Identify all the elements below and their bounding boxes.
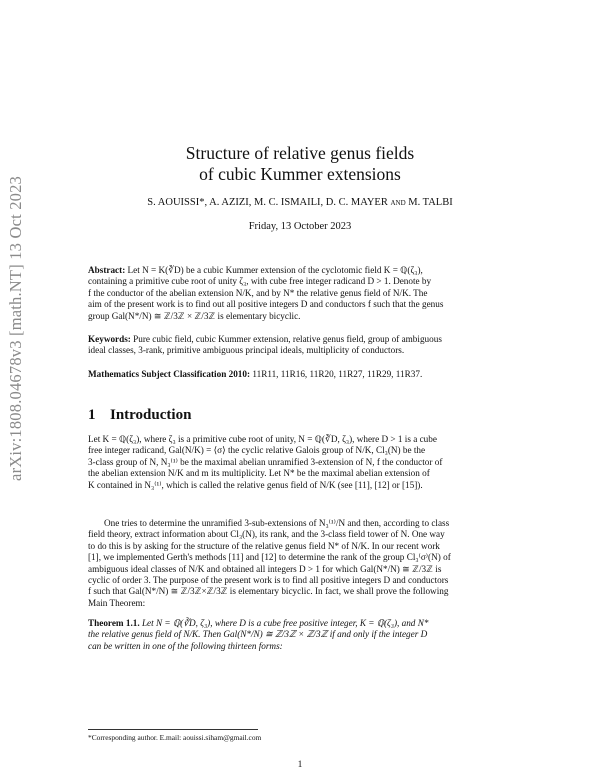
- intro-line: cyclic of order 3. The purpose of the present work is to find all positive integers D and conductors: [88, 575, 449, 586]
- theorem-line: can be written in one of the following thirteen forms:: [88, 640, 283, 651]
- intro-paragraph-1: [88, 434, 512, 491]
- abstract-label: Abstract:: [88, 265, 126, 275]
- abstract-line: group Gal(N*/N) ≅ ℤ/3ℤ × ℤ/3ℤ is elementary bicyclic.: [88, 310, 301, 321]
- msc-label: Mathematics Subject Classification 2010:: [88, 369, 251, 379]
- paper-title-line2: of cubic Kummer extensions: [199, 164, 401, 184]
- intro-line: [1], we implemented Gerth's methods [11] and [12] to determine the rank of the group Cl₃⁽σ⁾(N) of: [88, 552, 451, 563]
- intro-line: the abelian extension N/K and m its multiplicity. Let N* be the maximal abelian extension of: [88, 468, 430, 479]
- main-theorem: [88, 618, 512, 652]
- abstract-line: f the conductor of the abelian extension N/K, and by N* the relative genus field of N/K. The: [88, 287, 428, 298]
- intro-line: free integer radicand, Gal(N/K) = ⟨σ⟩ the cyclic relative Galois group of N/K, Cl₃(N) be the: [88, 445, 426, 456]
- keywords-line: Pure cubic field, cubic Kummer extension, relative genus field, group of ambiguous: [133, 334, 442, 344]
- abstract-line: Let N = K(∛D) be a cubic Kummer extension of the cyclotomic field K = ℚ(ζ₃),: [127, 265, 423, 275]
- keywords-line: ideal classes, 3-rank, primitive ambiguous principal ideals, multiplicity of conductors.: [88, 345, 405, 356]
- theorem-line: Let N = ℚ(∛D, ζ₃), where D is a cube free positive integer, K = ℚ(ζ₃), and N*: [141, 618, 429, 628]
- intro-line: Let K = ℚ(ζ₃), where ζ₃ is a primitive cube root of unity, N = ℚ(∛D, ζ₃), where D > 1 is a cube: [88, 434, 437, 444]
- keywords-label: Keywords:: [88, 334, 131, 344]
- arxiv-identifier: arXiv:1808.04678v3 [math.NT] 13 Oct 2023: [6, 176, 25, 481]
- author-list: S. AOUISSI*, A. AZIZI, M. C. ISMAILI, D. C. MAYER and M. TALBI: [147, 197, 453, 208]
- footnote-rule: [88, 729, 258, 730]
- intro-line: One tries to determine the unramified 3-sub-extensions of N₃⁽¹⁾/N and then, according to class: [104, 518, 450, 528]
- msc-classification: [88, 369, 512, 380]
- page-number: 1: [297, 760, 303, 770]
- footnote: *Corresponding author. E.mail: aouissi.siham@gmail.com: [88, 733, 262, 742]
- abstract-line: containing a primitive cube root of unity ζ₃, with cube free integer radicand D > 1. Denote by: [88, 276, 432, 287]
- keywords: [88, 334, 512, 357]
- intro-line: to do this is by asking for the structure of the relative genus field N* of N/K. In our recent work: [88, 540, 440, 551]
- section-title: Introduction: [110, 407, 192, 423]
- intro-line: ambiguous ideal classes of N/K and obtained all integers D > 1 for which Gal(N*/N) ≅ ℤ/3ℤ is: [88, 563, 442, 574]
- section-heading: [88, 407, 191, 424]
- intro-paragraph-2: [88, 518, 512, 609]
- theorem-line: the relative genus field of N/K. Then Gal(N*/N) ≅ ℤ/3ℤ × ℤ/3ℤ if and only if the integer D: [88, 629, 428, 640]
- intro-line: field theory, extract information about Cl₃(N), its rank, and the 3-class field tower of N. One way: [88, 529, 445, 540]
- paper-date: Friday, 13 October 2023: [248, 221, 352, 232]
- abstract: [88, 265, 512, 322]
- intro-line: f such that Gal(N*/N) ≅ ℤ/3ℤ×ℤ/3ℤ is elementary bicyclic. In fact, we shall prove the following: [88, 586, 449, 597]
- intro-line: K contained in N₃⁽¹⁾, which is called the relative genus field of N/K (see [11], [12] or [15]).: [88, 479, 423, 490]
- abstract-line: aim of the present work is to find out all positive integers D and conductors f such that the genus: [88, 299, 444, 310]
- section-number: 1: [88, 407, 96, 423]
- paper-title-line1: Structure of relative genus fields: [185, 143, 415, 163]
- intro-line: Main Theorem:: [88, 597, 146, 608]
- msc-codes: 11R11, 11R16, 11R20, 11R27, 11R29, 11R37.: [252, 369, 423, 379]
- intro-line: 3-class group of N, N₃⁽¹⁾ be the maximal abelian unramified 3-extension of N, f the conductor of: [88, 456, 443, 467]
- theorem-label: Theorem 1.1.: [88, 618, 140, 628]
